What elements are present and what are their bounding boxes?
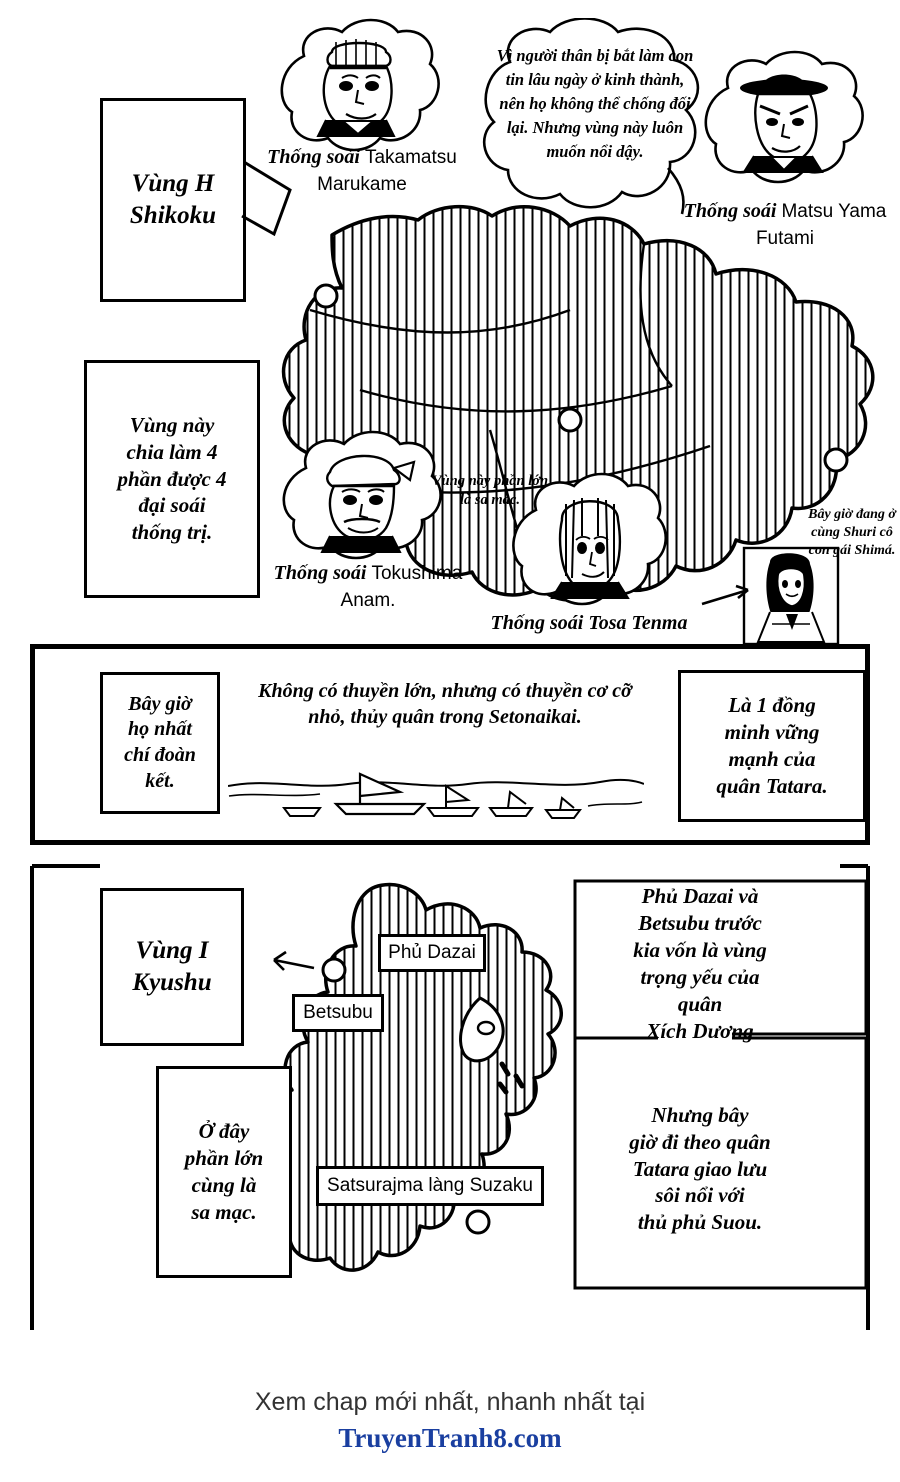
note-naval-unity: Bây giờ họ nhất chí đoàn kết. [100, 672, 220, 814]
region-box-kyushu: Vùng I Kyushu [100, 888, 244, 1046]
note-naval-alliance: Là 1 đồng minh vững mạnh của quân Tatara. [678, 670, 866, 822]
note-shikoku-four-domains: Vùng này chia làm 4 phần được 4 đại soái thống trị. [84, 360, 260, 598]
note-kyushu-xich-duong: Phủ Dazai và Betsubu trước kia vốn là vùng trọng yếu của quân Xích Dương [588, 888, 812, 1040]
note-shikoku-desert: Vùng này phần lớn là sa mạc. [431, 473, 549, 508]
panel-frame-kyushu [30, 864, 870, 1334]
map-label-satsurajma: Satsurajma làng Suzaku [316, 1166, 544, 1206]
region-box-shikoku-line1: Vùng H [131, 170, 215, 197]
panel-divider-top [30, 644, 870, 649]
region-box-shikoku [100, 98, 246, 302]
footer [0, 1388, 900, 1454]
panel-divider-left-edge [30, 644, 35, 845]
portrait-tosa-tenma [508, 466, 668, 620]
note-shuri: Bây giờ đang ở cùng Shuri cô con gái Shimá. [808, 507, 896, 559]
bubble-hostages: Vì người thân bị bắt làm con tin lâu ngày ở kinh thành, nên họ không thể chống đối lại. Nhưng vùng này luôn muốn nổi dậy. [470, 18, 720, 224]
shuri-pointer-arrow [700, 570, 760, 614]
panel-divider-bottom [30, 840, 870, 845]
ships-illustration [228, 756, 644, 822]
map-label-betsubu: Betsubu [292, 994, 384, 1032]
caption-takamatsu-marukame: Thống soái Takamatsu Marukame [267, 146, 457, 195]
map-label-phu-dazai: Phủ Dazai [378, 934, 486, 972]
caption-matsu-yama-futami: Thống soái Matsu Yama Futami [683, 200, 887, 249]
footer-line1: Xem chap mới nhất, nhanh nhất tại [254, 1388, 646, 1416]
portrait-tokushima-anam [276, 428, 446, 570]
caption-tokushima-anam: Thống soái Tokushima Anam. [273, 562, 463, 611]
note-naval-ships: Không có thuyền lớn, nhưng có thuyền cơ cỡ nhỏ, thủy quân trong Setonaikai. [258, 680, 632, 728]
region-box-shikoku-line2: Shikoku [129, 202, 217, 229]
portrait-matsu-yama-futami [698, 44, 868, 200]
note-kyushu-desert: Ở đây phần lớn cùng là sa mạc. [156, 1066, 292, 1278]
footer-line2[interactable]: TruyenTranh8.com [338, 1423, 562, 1453]
caption-tosa-tenma: Thống soái Tosa Tenma [490, 612, 688, 634]
note-kyushu-tatara: Nhưng bây giờ đi theo quân Tatara giao lưu sôi nổi với thủ phủ Suou. [588, 1086, 812, 1252]
